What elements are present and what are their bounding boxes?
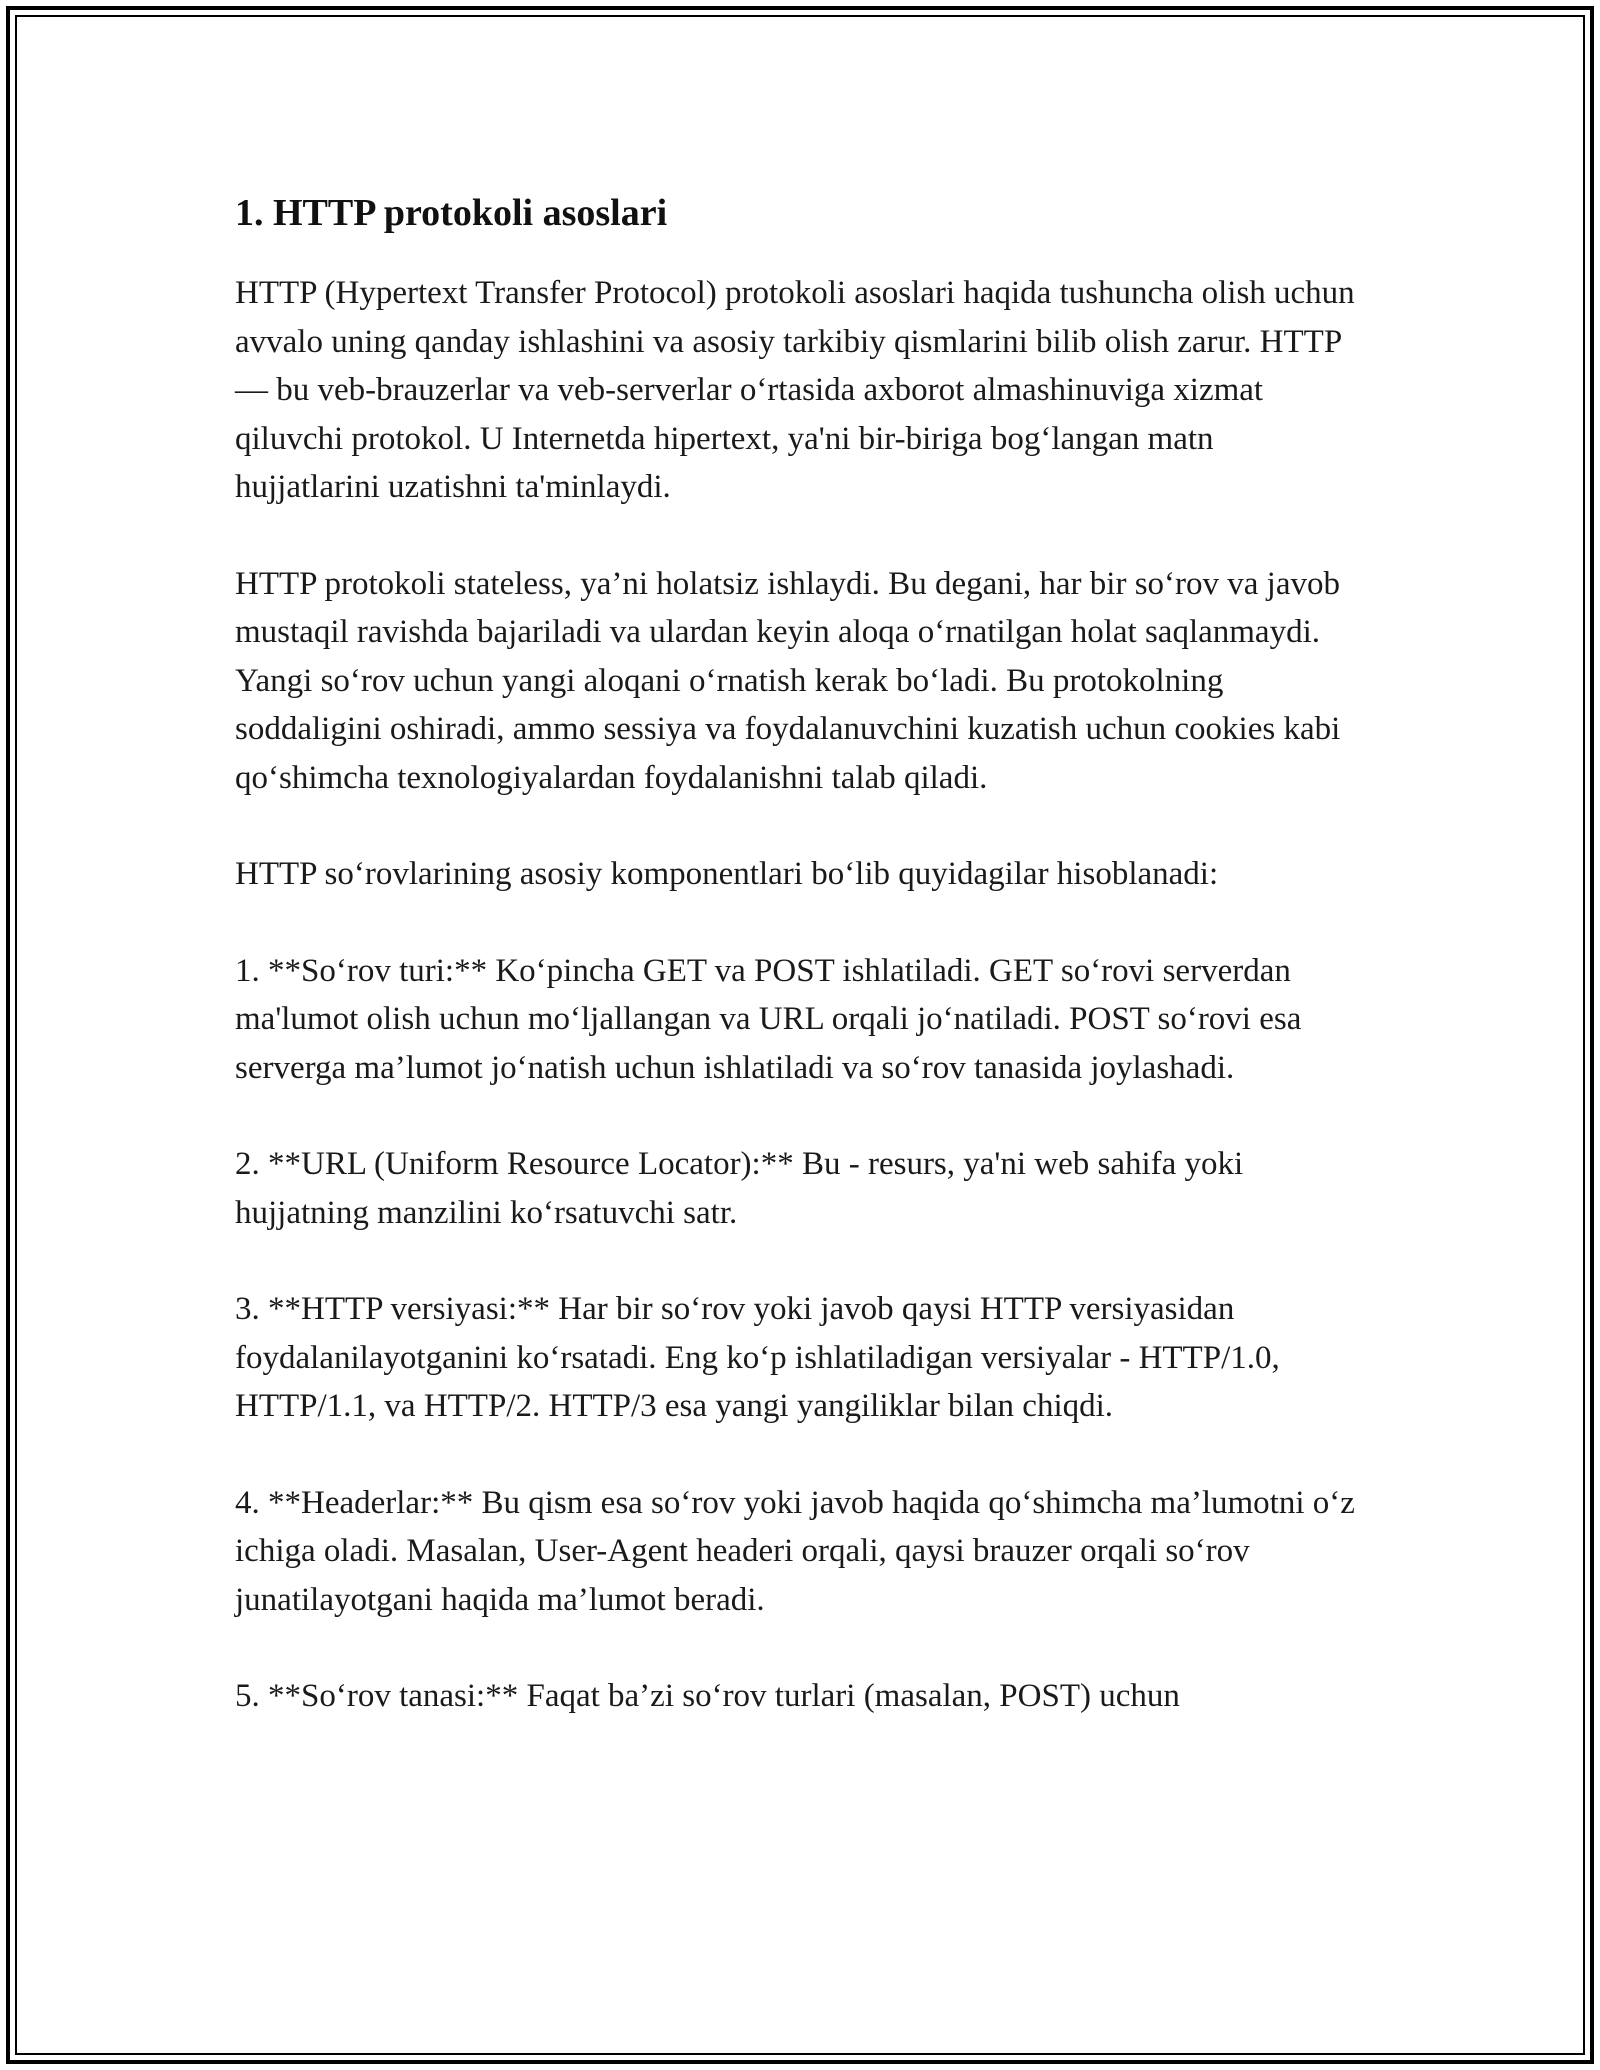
list-item-headers: 4. **Headerlar:** Bu qism esa so‘rov yoki javob haqida qo‘shimcha ma’lumotni o‘z ichiga oladi. Masalan, User-Agent headeri orqali, qaysi brauzer orqali so‘rov junatilayotgani haqida ma’lumot beradi. <box>235 1484 1355 1618</box>
section-heading: 1. HTTP protokoli asoslari <box>235 192 668 234</box>
document-page <box>235 185 1365 1769</box>
paragraph-components-intro: HTTP so‘rovlarining asosiy komponentlari bo‘lib quyidagilar hisoblanadi: <box>235 856 1219 892</box>
list-item-request-type: 1. **So‘rov turi:** Ko‘pincha GET va POST ishlatiladi. GET so‘rovi serverdan ma'lumot olish uchun mo‘ljallangan va URL orqali jo‘natiladi. POST so‘rovi esa serverga ma’lumot jo‘natish uchun ishlatiladi va so‘rov tanasida joylashadi. <box>235 952 1302 1086</box>
list-item-request-body: 5. **So‘rov tanasi:** Faqat ba’zi so‘rov turlari (masalan, POST) uchun <box>235 1678 1180 1714</box>
paragraph-intro: HTTP (Hypertext Transfer Protocol) protokoli asoslari haqida tushuncha olish uchun avvalo uning qanday ishlashini va asosiy tarkibiy qismlarini bilib olish zarur. HTTP — bu veb-brauzerlar va veb-serverlar o‘rtasida axborot almashinuviga xizmat qiluvchi protokol. U Internetda hipertext, ya'ni bir-biriga bog‘langan matn hujjatlarini uzatishni ta'minlaydi. <box>235 275 1355 505</box>
list-item-http-version: 3. **HTTP versiyasi:** Har bir so‘rov yoki javob qaysi HTTP versiyasidan foydalanilayotganini ko‘rsatadi. Eng ko‘p ishlatiladigan versiyalar - HTTP/1.0, HTTP/1.1, va HTTP/2. HTTP/3 esa yangi yangiliklar bilan chiqdi. <box>235 1291 1280 1424</box>
paragraph-stateless: HTTP protokoli stateless, ya’ni holatsiz ishlaydi. Bu degani, har bir so‘rov va javob mustaqil ravishda bajariladi va ulardan keyin aloqa o‘rnatilgan holat saqlanmaydi. Yangi so‘rov uchun yangi aloqani o‘rnatish kerak bo‘ladi. Bu protokolning soddaligini oshiradi, ammo sessiya va foydalanuvchini kuzatish uchun cookies kabi qo‘shimcha texnologiyalardan foydalanishni talab qiladi. <box>235 565 1341 796</box>
list-item-url: 2. **URL (Uniform Resource Locator):** Bu - resurs, ya'ni web sahifa yoki hujjatning manzilini ko‘rsatuvchi satr. <box>235 1146 1244 1231</box>
